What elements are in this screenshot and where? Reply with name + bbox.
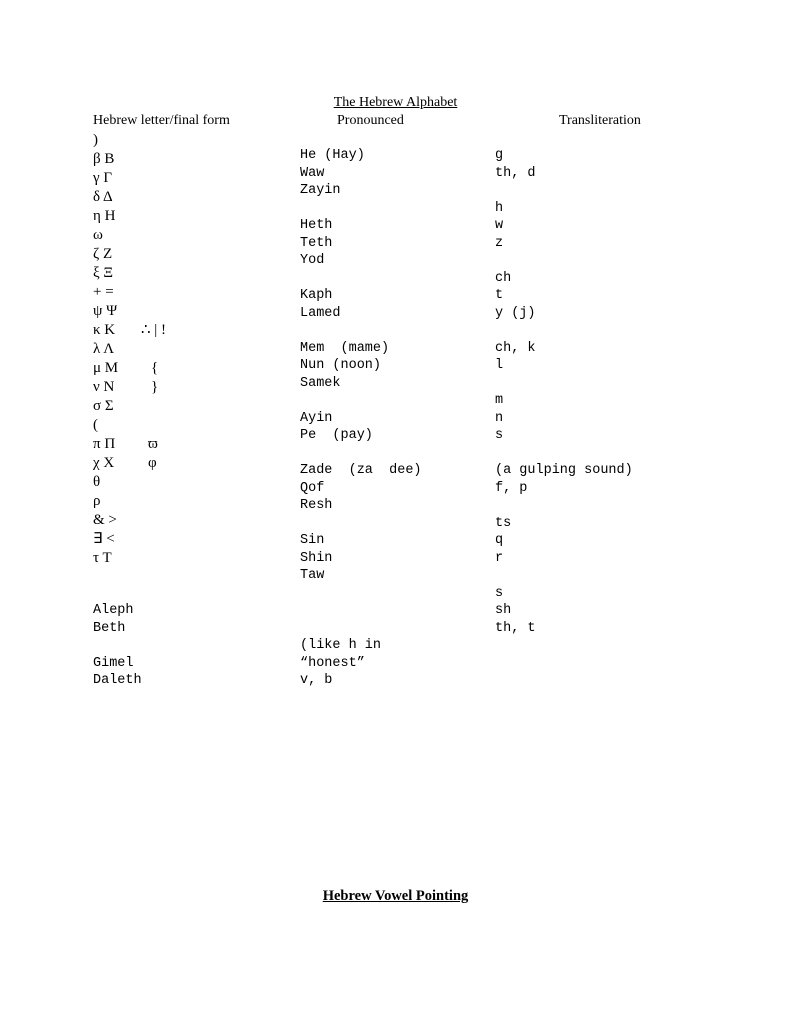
pronounced-line: Waw — [300, 165, 325, 181]
letter-row — [93, 530, 118, 549]
transliteration-line: sh — [495, 603, 512, 618]
letter-name-column — [93, 602, 142, 690]
transliteration-line — [495, 322, 633, 340]
letter-form: ∃ < — [93, 531, 115, 547]
transliteration-line: (a gulping sound) — [495, 463, 633, 478]
letter-form: τ Τ — [93, 550, 112, 566]
letter-variant: φ — [148, 455, 157, 471]
transliteration-line: z — [495, 235, 504, 251]
letter-form: π Π — [93, 436, 116, 452]
letter-row — [93, 245, 118, 264]
letter-name — [93, 637, 142, 655]
pronounced-line: Shin — [300, 550, 333, 566]
letter-row — [93, 492, 118, 511]
pronounced-line — [300, 392, 422, 410]
letter-form: β Β — [93, 151, 115, 167]
pronounced-line — [300, 445, 422, 463]
letter-form: ζ Ζ — [93, 246, 113, 262]
letter-name: Daleth — [93, 673, 142, 688]
pronounced-line: Teth — [300, 235, 333, 251]
transliteration-line — [495, 567, 633, 585]
pronounced-line: Heth — [300, 218, 333, 233]
transliteration-line: ts — [495, 515, 512, 531]
letter-row — [93, 454, 157, 473]
letter-variant: { — [151, 360, 159, 376]
letter-row — [93, 302, 118, 321]
pronounced-line — [300, 322, 422, 340]
transliteration-line — [495, 445, 633, 463]
pronounced-line: Kaph — [300, 288, 333, 303]
pronounced-line: Pe (pay) — [300, 428, 373, 443]
transliteration-line — [495, 497, 633, 515]
transliteration-column — [495, 147, 633, 637]
pronounced-line — [300, 585, 422, 603]
letter-form: ) — [93, 132, 98, 148]
column-header-transliteration: Transliteration — [559, 113, 641, 128]
transliteration-line — [495, 375, 633, 393]
letter-name: Gimel — [93, 655, 134, 671]
letter-row — [93, 321, 167, 340]
letter-form: ξ Ξ — [93, 265, 114, 281]
letter-row — [93, 283, 118, 302]
pronounced-line: He (Hay) — [300, 148, 365, 163]
letter-row — [93, 549, 118, 568]
letter-form: ν Ν — [93, 379, 115, 395]
letter-name: Aleph — [93, 603, 134, 618]
pronounced-line: Nun (noon) — [300, 358, 382, 373]
letter-form: κ Κ — [93, 322, 116, 338]
letter-row — [93, 359, 159, 378]
transliteration-line: r — [495, 550, 504, 566]
letter-form: χ Χ — [93, 455, 115, 471]
pronounced-line: Ayin — [300, 410, 333, 426]
transliteration-line: m — [495, 393, 504, 408]
letter-row — [93, 473, 118, 492]
document-title: The Hebrew Alphabet — [333, 95, 458, 110]
transliteration-line: y (j) — [495, 305, 536, 321]
pronounced-line: Resh — [300, 498, 333, 513]
transliteration-line: th, d — [495, 165, 536, 181]
pronounced-line: Yod — [300, 253, 325, 268]
transliteration-line: s — [495, 428, 504, 443]
column-header-pronounced: Pronounced — [337, 113, 404, 128]
transliteration-line: ch — [495, 270, 512, 286]
pronounced-line: Mem (mame) — [300, 340, 390, 356]
transliteration-line — [495, 252, 633, 270]
letter-row — [93, 207, 118, 226]
transliteration-line: f, p — [495, 480, 528, 496]
letter-row — [93, 397, 118, 416]
transliteration-line: h — [495, 200, 504, 216]
letter-form: η Η — [93, 208, 116, 224]
pronounced-line: (like h in — [300, 638, 382, 653]
transliteration-line: s — [495, 585, 504, 601]
letter-form: & > — [93, 512, 117, 528]
pronounced-line: Zade (za dee) — [300, 463, 422, 478]
pronounced-line: Taw — [300, 568, 325, 583]
transliteration-line: q — [495, 533, 504, 548]
transliteration-line: ch, k — [495, 340, 536, 356]
pronounced-column — [300, 147, 422, 690]
letter-form: ( — [93, 417, 98, 433]
pronounced-line — [300, 270, 422, 288]
pronounced-line: Lamed — [300, 305, 341, 321]
letter-row — [93, 511, 118, 530]
letter-form: θ — [93, 474, 101, 490]
letter-row — [93, 340, 118, 359]
pronounced-line — [300, 515, 422, 533]
letter-name: Beth — [93, 620, 126, 636]
letter-column — [93, 131, 167, 568]
letter-variant: } — [151, 379, 159, 395]
transliteration-line: n — [495, 410, 504, 426]
transliteration-line: th, t — [495, 620, 536, 636]
letter-row — [93, 378, 159, 397]
pronounced-line: “honest” — [300, 655, 365, 671]
letter-variant: ϖ — [148, 436, 158, 452]
pronounced-line — [300, 200, 422, 218]
pronounced-line — [300, 602, 422, 620]
letter-form: γ Γ — [93, 170, 113, 186]
letter-form: σ Σ — [93, 398, 114, 414]
letter-form: μ Μ — [93, 360, 119, 376]
letter-form: ψ Ψ — [93, 303, 118, 319]
pronounced-line: v, b — [300, 673, 333, 688]
letter-form: λ Λ — [93, 341, 115, 357]
section-heading-vowel-pointing: Hebrew Vowel Pointing — [322, 888, 469, 904]
pronounced-line — [300, 620, 422, 638]
pronounced-line: Samek — [300, 375, 341, 391]
pronounced-line: Sin — [300, 533, 325, 548]
letter-row — [93, 416, 118, 435]
transliteration-line: l — [495, 358, 504, 373]
column-header-letter: Hebrew letter/final form — [93, 113, 230, 128]
letter-row — [93, 226, 118, 245]
transliteration-line: g — [495, 148, 504, 163]
letter-form: + = — [93, 284, 114, 300]
pronounced-line: Qof — [300, 480, 325, 496]
letter-row — [93, 150, 118, 169]
pronounced-line: Zayin — [300, 183, 341, 198]
transliteration-line: w — [495, 218, 504, 233]
letter-row — [93, 131, 118, 150]
letter-form: ω — [93, 227, 103, 243]
transliteration-line — [495, 182, 633, 200]
letter-row — [93, 435, 158, 454]
letter-row — [93, 264, 118, 283]
transliteration-line: t — [495, 288, 504, 303]
letter-row — [93, 169, 118, 188]
letter-row — [93, 188, 118, 207]
letter-form: ρ — [93, 493, 101, 509]
letter-form: δ Δ — [93, 189, 113, 205]
letter-variant: ∴ | ! — [141, 322, 167, 338]
